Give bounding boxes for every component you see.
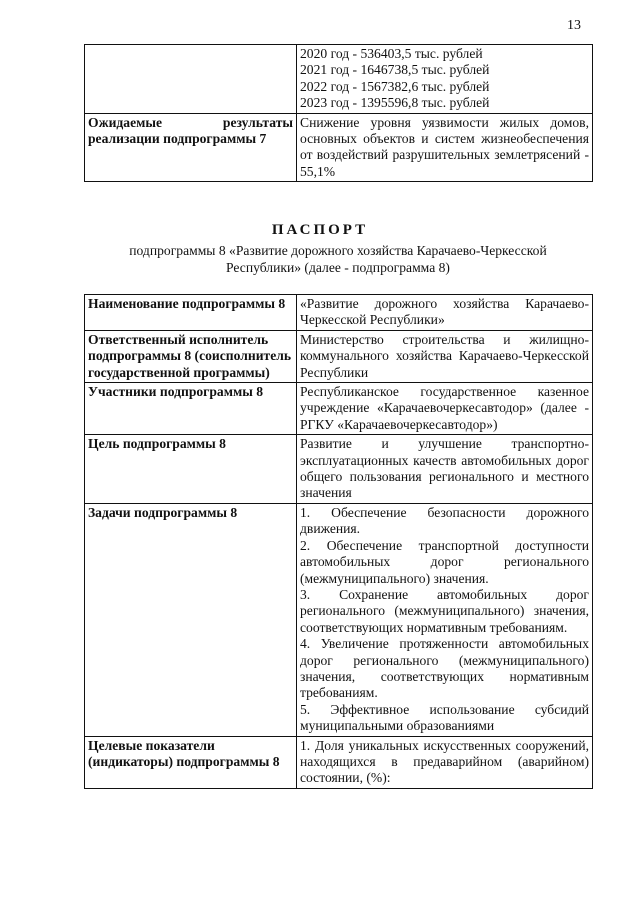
row-label [85,45,297,114]
table-row [85,45,593,114]
funding-2022: 2022 год - 1567382,6 тыс. рублей [300,78,490,94]
task-item: 2. Обеспечение транспортной доступности автомобильных дорог регионального (межмуниципального) значения. [300,537,589,586]
row-value [297,45,593,114]
funding-2020: 2020 год - 536403,5 тыс. рублей [300,46,483,61]
row-value: Министерство строительства и жилищно-коммунального хозяйства Карачаево-Черкесской Республики [297,330,593,382]
task-item: 1. Обеспечение безопасности дорожного движения. [300,504,589,537]
passport-subtitle: подпрограммы 8 «Развитие дорожного хозяйства Карачаево-Черкесской Республики» (далее - подпрограмма 8) [129,243,547,275]
funding-2021: 2021 год - 1646738,5 тыс. рублей [300,62,490,78]
row-label: Задачи подпрограммы 8 [85,503,297,736]
row-label: Цель подпрограммы 8 [85,435,297,504]
row-label: Наименование подпрограммы 8 [85,295,297,331]
table-row [85,503,593,736]
table-row [85,113,593,182]
task-item: 4. Увеличение протяженности автомобильных дорог регионального (межмуниципального) значения, соответствующих нормативным требованиям. [300,636,589,701]
row-label: Ожидаемые результаты реализации подпрограммы 7 [85,113,297,182]
table-row [85,383,593,435]
funding-2023: 2023 год - 1395596,8 тыс. рублей [300,95,490,111]
passport-title: ПАСПОРТ [271,222,369,238]
row-value: 1. Доля уникальных искусственных сооружений, находящихся в предаварийном (аварийном) состоянии, (%): [297,736,593,788]
task-item: 5. Эффективное использование субсидий муниципальными образованиями [300,701,589,734]
table-row [85,295,593,331]
row-value [297,503,593,736]
page-number: 13 [567,18,581,33]
table-row [85,736,593,788]
table-row [85,330,593,382]
funding-table [84,44,593,182]
passport-table [84,294,593,789]
row-value: Республиканское государственное казенное учреждение «Карачаевочеркесавтодор» (далее - РГКУ «Карачаевочеркесавтодор») [297,383,593,435]
table-row [85,435,593,504]
row-label: Целевые показатели (индикаторы) подпрограммы 8 [85,736,297,788]
row-value: «Развитие дорожного хозяйства Карачаево-Черкесской Республики» [297,295,593,331]
row-value: Снижение уровня уязвимости жилых домов, основных объектов и систем жизнеобеспечения от воздействий разрушительных землетрясений - 55,1% [297,113,593,182]
task-item: 3. Сохранение автомобильных дорог регионального (межмуниципального) значения, соответствующих нормативным требованиям. [300,586,589,635]
row-value: Развитие и улучшение транспортно-эксплуатационных качеств автомобильных дорог общего пользования регионального и местного значения [297,435,593,504]
row-label: Ответственный исполнитель подпрограммы 8 (соисполнитель государственной программы) [85,330,297,382]
row-label: Участники подпрограммы 8 [85,383,297,435]
